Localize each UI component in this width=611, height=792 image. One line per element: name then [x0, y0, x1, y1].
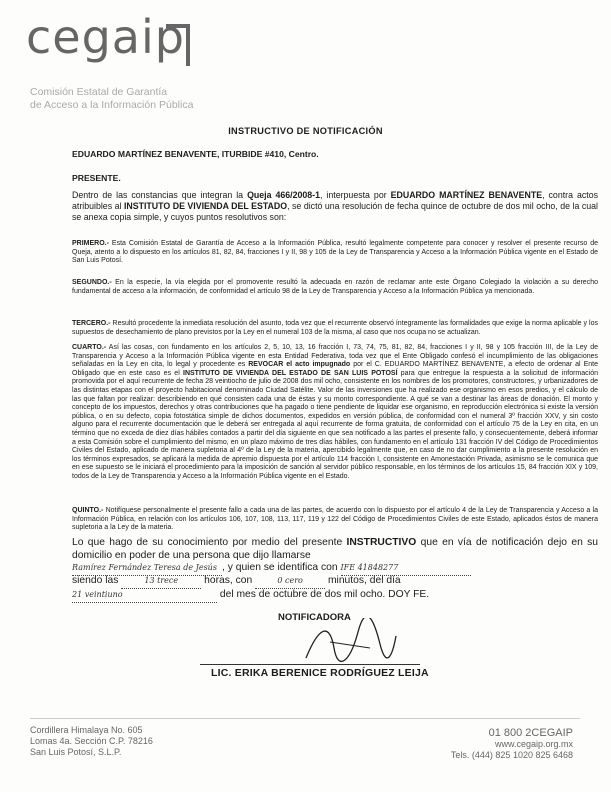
notice-line-4: 21 veintiuno del mes de octubre de dos mil ocho. DOY FE. — [72, 589, 598, 603]
notice-line-3: siendo las 13 trece horas, con 0 cero minutos, del día — [72, 575, 598, 589]
id-handwritten: IFE 41848277 — [341, 562, 471, 576]
point-quinto: QUINTO.- Notifíquese personalmente el presente fallo a cada una de las partes, de acuerdo con lo dispuesto por el artículo 4 de la Ley de Transparencia y Acceso a la Información Pública, en relación con los artículos 106, 107, 108, 113, 117, 119 y 122 del Código de Procedimientos Civiles de este Estado, aplicados éstos de manera supletoria a la Ley de la materia. — [72, 507, 598, 532]
day-handwritten: 21 veintiuno — [72, 589, 217, 603]
handwritten-signature-icon — [300, 618, 400, 666]
person-name-handwritten: Ramírez Fernández Teresa de Jesús — [72, 562, 222, 576]
footer-contact — [451, 728, 573, 761]
cegaip-logo-mark-icon — [164, 22, 192, 68]
logo-subtitle-line2: de Acceso a la Información Pública — [30, 99, 194, 111]
notice-paragraph: Lo que hago de su conocimiento por medio del presente INSTRUCTIVO que en vía de notificación dejo en su domicilio en poder de una persona que dijo llamarse — [72, 537, 598, 561]
footer-divider — [30, 718, 580, 719]
signatory-name: LIC. ERIKA BERENICE RODRÍGUEZ LEIJA — [211, 667, 429, 679]
footer-address-line3: San Luis Potosí, S.L.P. — [30, 747, 122, 757]
minutes-handwritten: 0 cero — [255, 575, 325, 589]
point-cuarto: CUARTO.- Así las cosas, con fundamento en los artículos 2, 5, 10, 13, 16 fracción I, 73, 74, 75, 81, 82, 84, fracciones I y II, 98 y 105 fracción III, de la Ley de Transparencia y Acceso a la Información Pública vigente en esta Entidad Federativa, toda vez que el Ente Obligado confesó el incumplimiento de las obligaciones señaladas en la Ley en cita, lo legal y procedente es REVOCAR el acto impugnado por el C. EDUARDO MARTÍNEZ BENAVENTE, a efecto de ordenar al Ente Obligado que en este caso es el INSTITUTO DE VIVIENDA DEL ESTADO DE SAN LUIS POTOSÍ para que entregue la respuesta a la solicitud de información promovida por el aquí recurrente de fecha 28 veintiocho de julio de 2008 dos mil ocho, consistente en los nombres de los promotores, constructores, y urbanizadores de las distintas etapas con el proyecto habitacional denominado Ciudad Satélite. Valor de las inversiones que ha realizado ese organismo en esos predios, y el cálculo de las que faltan por realizar: describiendo en qué consisten cada una de éstas y su monto correspondiente. A qué se van a destinar las áreas de donación. El monto y concepto de los impuestos, derechos y otras contribuciones que ha pagado o tiene pendiente de liquidar ese organismo, en reproducción electrónica si existe la versión pública, o en su defecto, copia fotostática simple de dichos documentos, expedidos en versión pública, de conformidad con el numeral 3º fracción XXV, y sin costo alguno para el recurrente documentación que le deberá ser entregada al aquí recurrente de forma gratuita, de conformidad con el artículo 75 de la Ley en cita, en un término que no exceda de diez días hábiles contados a partir del día siguiente en que sea notificado a las partes el presente fallo, y consecuentemente, deberá informar a esta Comisión sobre el cumplimiento del mismo, en un plazo máximo de tres días hábiles, con fundamento en el artículo 131 fracción IV del Código de Procedimientos Civiles del Estado, aplicado de manera supletoria al 4º de la Ley de la materia, apercibido legalmente que, en caso de no dar cumplimiento a la presente resolución en los términos expresados, se aplicará la medida de apremio dispuesta por el artículo 114 fracción I, consistente en Amonestación Privada, asimismo se le comunica que en ese supuesto se le iniciará el procedimiento para la imposición de sanción al servidor público responsable, en los términos de los artículos 15, 84 fracción XIX y 109, todos de la Ley de Transparencia y Acceso a la Información Pública vigente en el Estado. — [72, 344, 599, 480]
footer-telephones: Tels. (444) 825 1020 825 6468 — [450, 750, 573, 760]
intro-paragraph: Dentro de las constancias que integran la Queja 466/2008-1, interpuesta por EDUARDO MARTÍNEZ BENAVENTE, contra actos atribuibles al INSTITUTO DE VIVIENDA DEL ESTADO, se dictó una resolución de fecha quince de octubre de dos mil ocho, de la cual se anexa copia simple, y cuyos puntos resolutivos son: — [72, 190, 598, 222]
notice-line-2: Ramírez Fernández Teresa de Jesús , y quien se identifica con IFE 41848277 — [72, 562, 598, 576]
recipient-address: EDUARDO MARTÍNEZ BENAVENTE, ITURBIDE #410, Centro. — [72, 149, 319, 159]
point-tercero: TERCERO.- Resultó procedente la inmediata resolución del asunto, toda vez que el recurrente observó íntegramente las formalidades que exige la norma aplicable y los supuestos de desechamiento de plano previstos por la Ley en el numeral 103 de la misma, al caso que nos ocupa no se actualizan. — [72, 320, 598, 336]
salutation: PRESENTE. — [72, 173, 121, 183]
signature-line — [200, 664, 420, 665]
footer-address-line1: Cordillera Himalaya No. 605 — [30, 725, 143, 735]
footer-address — [30, 725, 153, 758]
footer-phone: 01 800 2CEGAIP — [488, 727, 573, 739]
point-primero: PRIMERO.- Esta Comisión Estatal de Garantía de Acceso a la Información Pública, resultó legalmente competente para conocer y resolver el presente recurso de Queja, atento a lo dispuesto en los artículos 81, 82, 84, fracciones I y II, 98 y 105 de la Ley de Transparencia y Acceso a la Información Pública vigente en el Estado de San Luis Potosí. — [72, 240, 598, 265]
document-title: INSTRUCTIVO DE NOTIFICACIÓN — [228, 126, 383, 136]
footer-website: www.cegaip.org.mx — [494, 739, 573, 749]
cegaip-logo-wordmark: cegaip — [26, 10, 185, 64]
footer-address-line2: Lomas 4a. Sección C.P. 78216 — [30, 736, 153, 746]
hour-handwritten: 13 trece — [121, 575, 201, 589]
logo-subtitle-line1: Comisión Estatal de Garantía — [30, 86, 168, 98]
point-segundo: SEGUNDO.- En la especie, la vía elegida por el promovente resultó la adecuada en razón de reclamar ante este Órgano Colegiado la violación a su derecho fundamental de acceso a la información, de conformidad el artículo 98 de la Ley de Transparencia y Acceso a la Información Pública ya mencionada. — [72, 279, 598, 295]
signature-role-label: NOTIFICADORA — [278, 612, 351, 623]
